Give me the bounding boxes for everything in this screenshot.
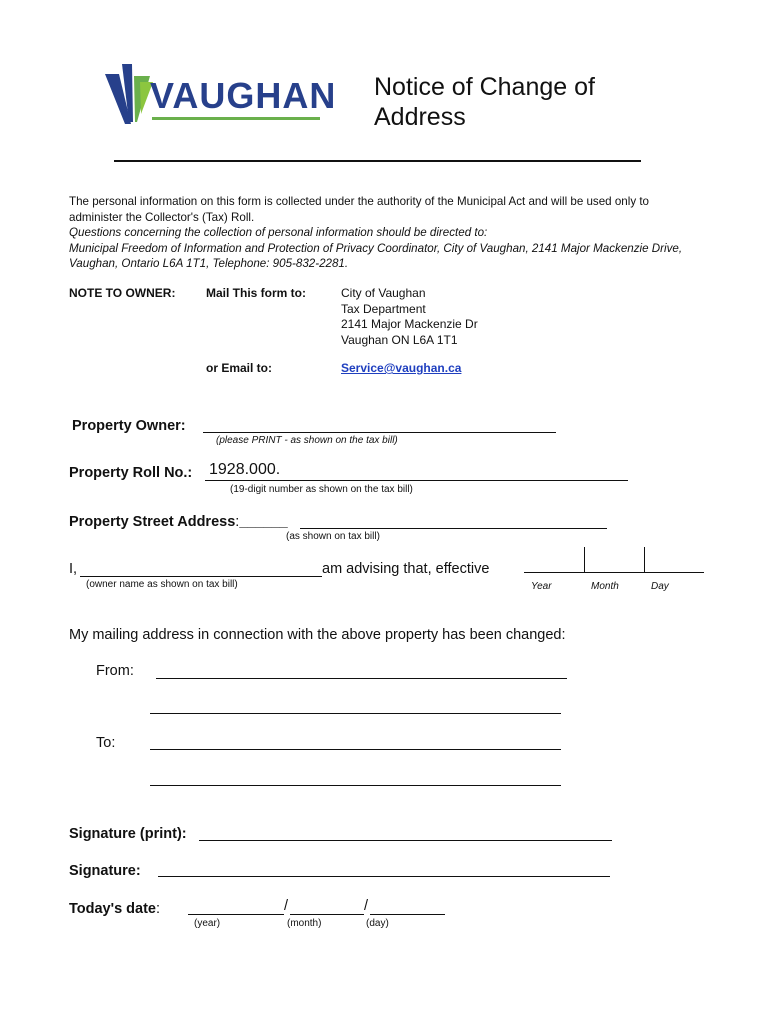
to-address-line-1[interactable] bbox=[150, 749, 561, 750]
advising-prefix: I, bbox=[69, 561, 78, 577]
todays-date-colon: : bbox=[155, 901, 161, 917]
date-divider bbox=[584, 547, 585, 573]
email-link[interactable]: Service@vaughan.ca bbox=[341, 361, 462, 375]
date-separator: / bbox=[284, 898, 289, 914]
roll-number-field[interactable] bbox=[205, 480, 628, 481]
logo-text: VAUGHAN bbox=[150, 75, 337, 116]
title-rule bbox=[114, 160, 641, 162]
page-title bbox=[374, 72, 595, 132]
owner-name-field[interactable] bbox=[80, 576, 322, 577]
street-address-label-group bbox=[69, 513, 288, 531]
mailing-address bbox=[341, 286, 478, 348]
roll-number-label: Property Roll No.: bbox=[69, 465, 193, 481]
roll-number-value: 1928.000. bbox=[209, 461, 281, 478]
date-separator: / bbox=[364, 898, 369, 914]
street-address-label: Property Street Address bbox=[69, 514, 236, 530]
todays-date-label: Today's date bbox=[69, 901, 156, 917]
todays-year-hint: (year) bbox=[194, 918, 221, 929]
privacy-notice bbox=[69, 194, 689, 272]
note-to-owner-label: NOTE TO OWNER: bbox=[69, 286, 176, 300]
date-divider bbox=[644, 547, 645, 573]
to-address-line-2[interactable] bbox=[150, 785, 561, 786]
effective-date-field[interactable] bbox=[524, 572, 704, 573]
address-line: Vaughan ON L6A 1T1 bbox=[341, 332, 458, 347]
mail-to-label: Mail This form to: bbox=[206, 286, 306, 300]
advising-text: am advising that, effective bbox=[322, 561, 490, 577]
from-label: From: bbox=[96, 663, 134, 679]
effective-day-label: Day bbox=[651, 581, 669, 592]
mailing-statement: My mailing address in connection with the above property has been changed: bbox=[69, 627, 566, 643]
title-line-1: Notice of Change of bbox=[374, 73, 595, 101]
street-address-field[interactable] bbox=[300, 528, 607, 529]
title-line-2: Address bbox=[374, 103, 466, 131]
address-line: City of Vaughan bbox=[341, 286, 426, 300]
roll-number-hint: (19-digit number as shown on the tax bill) bbox=[230, 484, 413, 495]
privacy-questions-text: Questions concerning the collection of personal information should be directed to: bbox=[69, 226, 488, 239]
effective-month-label: Month bbox=[591, 581, 619, 592]
privacy-notice-text: The personal information on this form is collected under the authority of the Municipal Act and will be used only to administer the Collector's (Tax) Roll. bbox=[69, 195, 650, 224]
property-owner-label: Property Owner: bbox=[72, 418, 186, 434]
property-owner-field[interactable] bbox=[203, 432, 556, 433]
signature-field[interactable] bbox=[158, 876, 610, 877]
todays-year-field[interactable] bbox=[188, 914, 284, 915]
to-label: To: bbox=[96, 735, 116, 751]
signature-label: Signature: bbox=[69, 863, 141, 879]
property-owner-hint: (please PRINT - as shown on the tax bill) bbox=[216, 435, 398, 446]
owner-name-hint: (owner name as shown on tax bill) bbox=[86, 579, 238, 590]
address-line: Tax Department bbox=[341, 301, 426, 316]
street-address-prefill: ______ bbox=[239, 514, 288, 530]
todays-month-field[interactable] bbox=[290, 914, 364, 915]
signature-print-label: Signature (print): bbox=[69, 826, 187, 842]
email-to-label: or Email to: bbox=[206, 361, 273, 375]
signature-print-field[interactable] bbox=[199, 840, 612, 841]
todays-day-field[interactable] bbox=[370, 914, 445, 915]
privacy-coordinator-text: Municipal Freedom of Information and Protection of Privacy Coordinator, City of Vaughan, 2141 Major Mackenzie Drive, Vaughan, Ontario L6A 1T1, Telephone: 905-832-2281. bbox=[69, 241, 683, 270]
effective-year-label: Year bbox=[531, 581, 552, 592]
from-address-line-2[interactable] bbox=[150, 713, 561, 714]
todays-month-hint: (month) bbox=[287, 918, 322, 929]
todays-date-label-group bbox=[69, 900, 160, 918]
street-address-colon: : bbox=[235, 514, 240, 530]
logo-underline bbox=[152, 117, 320, 120]
address-line: 2141 Major Mackenzie Dr bbox=[341, 317, 478, 331]
street-address-hint: (as shown on tax bill) bbox=[286, 531, 380, 542]
todays-day-hint: (day) bbox=[366, 918, 389, 929]
from-address-line-1[interactable] bbox=[156, 678, 567, 679]
